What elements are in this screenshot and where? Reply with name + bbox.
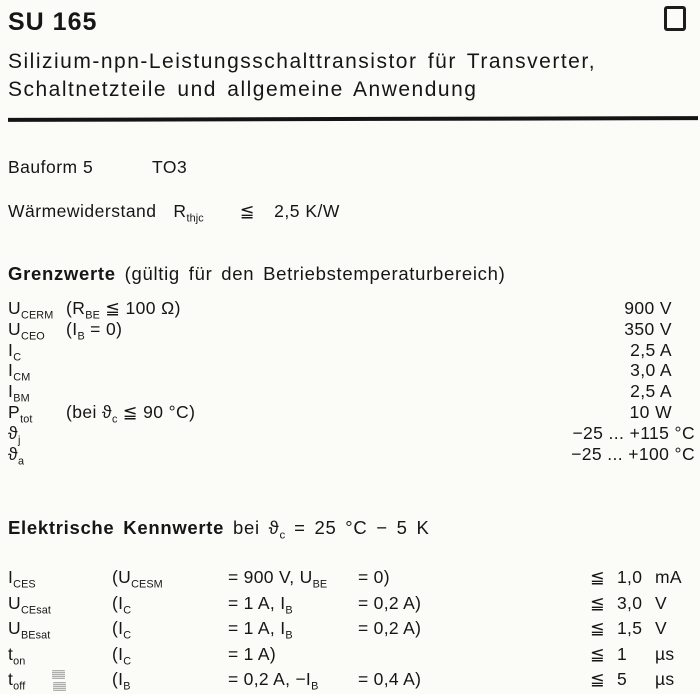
value-unit: V	[655, 592, 667, 613]
param-symbol: $U_{BEsat}$	[8, 618, 51, 642]
condition-main: = 1 A, $I_B$	[228, 618, 293, 642]
package-type: TO3	[152, 156, 188, 177]
characteristic-row	[8, 669, 695, 694]
param-symbol: $U_{CEO}$	[8, 318, 45, 343]
limits-heading-note: (gültig für den Betriebstemperaturbereich)	[124, 263, 506, 284]
param-symbol: $t_{off}$	[8, 669, 26, 693]
param-symbol: $t_{on}$	[8, 643, 26, 668]
limit-row	[8, 422, 695, 447]
relation-symbol: ≦	[590, 669, 605, 690]
header-divider	[8, 116, 698, 121]
condition-open: ($I_C$	[112, 643, 132, 668]
relation-symbol: ≦	[590, 567, 605, 588]
thermal-resistance-row	[8, 201, 695, 225]
relation-symbol: ≦	[590, 618, 605, 639]
limits-table	[8, 298, 695, 468]
condition-open: ($I_C$	[112, 618, 132, 642]
characteristic-row	[8, 593, 695, 619]
limit-value: 2,5 A	[630, 381, 672, 402]
value-number: 5	[617, 669, 628, 690]
page-subtitle	[8, 48, 695, 104]
condition-open: ($U_{CESM}$	[112, 567, 163, 591]
condition-open: ($I_C$	[112, 592, 132, 617]
characteristic-row	[8, 618, 695, 644]
limit-row	[8, 401, 695, 426]
condition-tail: = 0,4 A)	[358, 669, 422, 690]
test-condition: ($R_{BE}$ ≦ 100 Ω)	[66, 298, 181, 322]
characteristic-row	[8, 567, 695, 593]
limit-value: 3,0 A	[630, 360, 672, 381]
bauform-label: Bauform 5	[8, 156, 94, 177]
scan-artifact	[52, 670, 65, 679]
value-number: 3,0	[617, 592, 643, 613]
limit-row	[8, 381, 695, 405]
param-symbol: $P_{tot}$	[8, 401, 33, 426]
limit-value: −25 ... +100 °C	[571, 443, 695, 464]
limit-row	[8, 360, 695, 384]
characteristics-heading-text: Elektrische Kennwerte	[8, 517, 225, 539]
value-number: 1,5	[617, 618, 643, 639]
thermal-value: 2,5 K/W	[274, 200, 340, 221]
corner-square-icon	[664, 6, 686, 31]
condition-main: = 0,2 A, $-I_B$	[228, 669, 319, 693]
value-unit: V	[655, 618, 667, 639]
param-symbol: $I_{CES}$	[8, 567, 36, 591]
condition-main: = 1 A, $I_B$	[228, 592, 293, 617]
thermal-symbol: $R_{thjc}$	[173, 200, 204, 224]
limit-row	[8, 318, 695, 343]
thermal-label: Wärmewiderstand	[8, 200, 157, 221]
limit-row	[8, 443, 695, 468]
relation-symbol: ≦	[590, 592, 605, 613]
param-symbol: $I_{BM}$	[8, 381, 30, 405]
value-number: 1,0	[617, 567, 643, 588]
condition-tail: = 0,2 A)	[358, 618, 422, 639]
limits-section-heading	[8, 262, 695, 285]
param-symbol: $ϑ_j$	[8, 422, 21, 447]
characteristics-table	[8, 567, 695, 694]
limit-value: 900 V	[624, 298, 672, 318]
condition-open: ($I_B$	[112, 669, 131, 693]
param-symbol: $I_C$	[8, 339, 22, 364]
page-title: SU 165	[8, 8, 98, 36]
subtitle-line-2: Schaltnetzteile und allgemeine Anwendung	[8, 78, 478, 101]
limit-value: 10 W	[629, 401, 672, 422]
condition-main: = 900 V, $U_{BE}$	[228, 567, 328, 591]
test-condition: (bei $ϑ_c$ ≦ 90 °C)	[66, 401, 196, 426]
condition-tail: = 0)	[358, 567, 390, 588]
limit-value: 350 V	[624, 318, 672, 339]
characteristic-row	[8, 644, 695, 670]
condition-main: = 1 A)	[228, 643, 277, 664]
value-number: 1	[617, 643, 628, 664]
value-unit: mA	[655, 567, 682, 588]
param-symbol: $U_{CEsat}$	[8, 592, 51, 617]
param-symbol: $U_{CERM}$	[8, 298, 54, 322]
characteristics-section-heading	[8, 516, 695, 548]
subtitle-line-1: Silizium-npn-Leistungsschalttransistor für Transverter,	[8, 50, 597, 73]
relation-symbol: ≦	[239, 200, 255, 221]
condition-tail: = 0,2 A)	[358, 592, 422, 613]
relation-symbol: ≦	[590, 643, 605, 664]
scan-artifact	[53, 682, 66, 691]
limit-value: 2,5 A	[630, 339, 672, 360]
value-unit: µs	[655, 669, 675, 690]
value-unit: µs	[655, 643, 675, 664]
limits-heading-text: Grenzwerte	[8, 263, 116, 284]
test-condition: $(I_B = 0)$	[66, 318, 123, 343]
param-symbol: $I_{CM}$	[8, 360, 31, 384]
param-symbol: $ϑ_a$	[8, 443, 25, 468]
bauform-row	[8, 157, 695, 178]
limit-row	[8, 339, 695, 364]
characteristics-heading-note: bei $ϑ_c = 25$ °C − 5 K	[233, 517, 430, 543]
limit-value: −25 ... +115 °C	[572, 422, 695, 443]
limit-row	[8, 298, 695, 322]
